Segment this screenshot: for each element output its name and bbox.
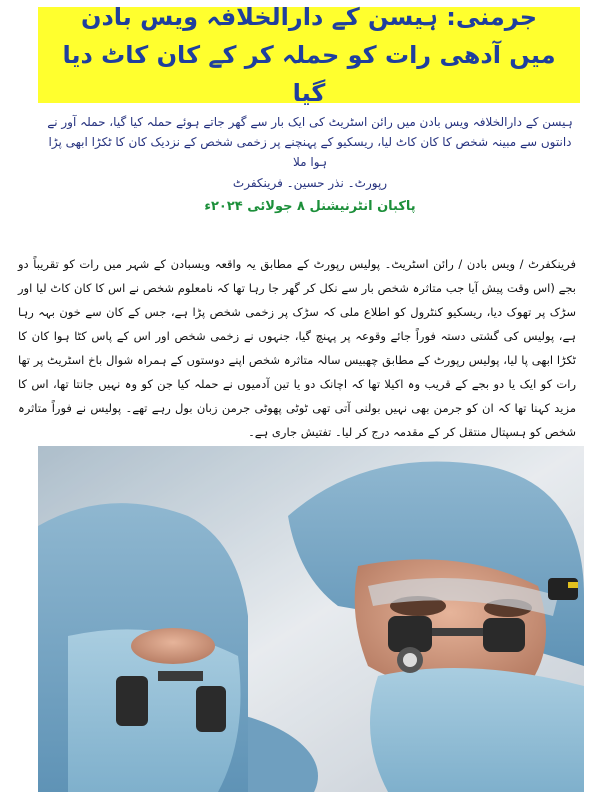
byline: رپورٹ۔ نذر حسین۔ فرینکفرٹ: [232, 176, 388, 190]
article-summary: ہیسن کے دارالخلافہ ویس بادن میں رائن اسٹریٹ کی ایک بار سے گھر جاتے ہوئے حملہ کیا گیا، حملہ آور نے دانتوں سے مبینہ شخص کا کان کاٹ لیا، ریسکیو کے پہنچنے پر زخمی شخص کے نزدیک کان کا ٹکڑا ابھی پڑا ہوا ملا: [47, 115, 573, 169]
headline: جرمنی: ہیسن کے دارالخلافہ ویس بادن میں آدھی رات کو حملہ کر کے کان کاٹ دیا گیا: [62, 3, 556, 107]
article-body: فرینکفرٹ / ویس بادن / رائن اسٹریٹ۔ پولیس رپورٹ کے مطابق یہ واقعہ ویسبادن کے شہر میں رات کو تقریباً دو بجے (اس وقت پیش آیا جب متاثرہ شخص بار سے نکل کر گھر جا رہا تھا کہ نامعلوم شخص نے اس کا کان کاٹ لیا اور سڑک پر تھوک دیا، ریسکیو کنٹرول کو اطلاع ملی کہ سڑک پر زخمی شخص پڑا ہے، جس کے کان سے خون بہہ رہا ہے، پولیس کی گشتی دستہ فوراً جائے وقوعہ پر پہنچ گیا، جنہوں نے زخمی شخص اور اس کے پاس کٹا ہوا کان کا ٹکڑا ابھی پا لیا، پولیس رپورٹ کے مطابق چھبیس سالہ متاثرہ شخص اپنے دوستوں کے ہمراہ شوال باخ اسٹریٹ پر تھا رات کو ایک یا دو بجے کے قریب وہ اکیلا تھا کہ اچانک دو یا تین آدمیوں نے حملہ کیا جن کو وہ نہیں جانتا تھا، اس کا مزید کہنا تھا کہ ان کو جرمن بھی نہیں بولنی آتی تھی ٹوٹی پھوٹی جرمن زبان بول رہے تھے۔ پولیس نے فوراً متاثرہ شخص کو ہسپتال منتقل کر کے مقدمہ درج کر لیا۔ تفتیش جاری ہے۔: [18, 257, 576, 439]
surgeons-photo: [38, 446, 584, 792]
source-dateline: پاکبان انٹرنیشنل ۸ جولائی ۲۰۲۴ء: [204, 199, 416, 214]
headline-banner: [38, 3, 580, 107]
